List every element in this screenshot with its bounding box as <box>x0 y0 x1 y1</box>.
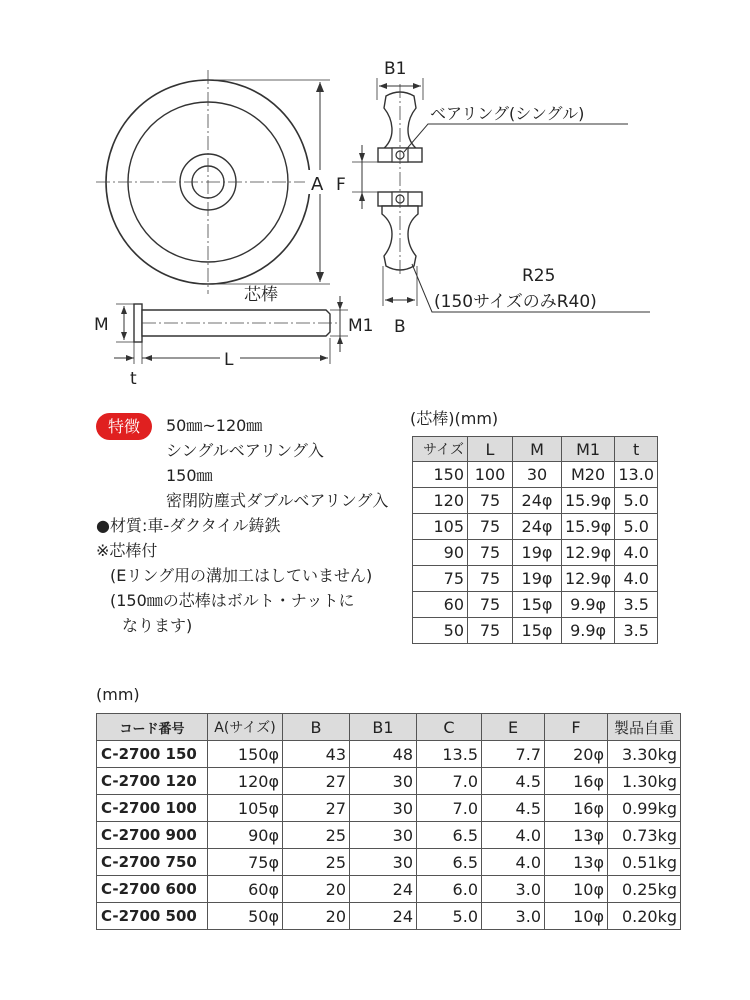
r40-label: (150サイズのみR40) <box>434 292 597 312</box>
radius-callout <box>412 264 650 312</box>
table-cell: 3.5 <box>615 618 658 644</box>
dim-m-label: M <box>94 315 109 335</box>
bearing-callout <box>404 104 628 152</box>
table-cell: 5.0 <box>417 903 482 930</box>
technical-drawing <box>0 0 750 400</box>
table-cell: 7.7 <box>482 741 545 768</box>
table-cell: 0.73kg <box>608 822 681 849</box>
note-line-1: ※芯棒付 <box>96 541 158 560</box>
column-header: A(サイズ) <box>208 714 283 741</box>
dim-m1-label: M1 <box>348 316 374 336</box>
table-cell: 4.5 <box>482 795 545 822</box>
table-cell: 13φ <box>545 849 608 876</box>
table-cell: 0.25kg <box>608 876 681 903</box>
table-row <box>97 741 681 768</box>
table-cell: 15.9φ <box>562 514 615 540</box>
table-cell: 75 <box>413 566 468 592</box>
table-row <box>97 903 681 930</box>
product-code: C-2700 750 <box>97 849 208 876</box>
core-shaft-label: 芯棒 <box>244 285 278 305</box>
table-cell: 150 <box>413 462 468 488</box>
table-cell: 3.5 <box>615 592 658 618</box>
table-cell: 75 <box>468 514 513 540</box>
column-header: サイズ <box>413 437 468 462</box>
column-header: M1 <box>562 437 615 462</box>
dim-b-label: B <box>394 317 406 337</box>
table-cell: 13φ <box>545 822 608 849</box>
table-cell: 4.0 <box>615 566 658 592</box>
table-cell: 3.30kg <box>608 741 681 768</box>
table-row <box>413 514 658 540</box>
feature-line-3: 150㎜ <box>166 466 213 485</box>
table-cell: 120 <box>413 488 468 514</box>
table-cell: 30 <box>350 849 417 876</box>
table-row <box>413 566 658 592</box>
table-cell: 150φ <box>208 741 283 768</box>
table-cell: 60 <box>413 592 468 618</box>
dim-f-label: F <box>336 175 346 195</box>
table-row <box>97 822 681 849</box>
table-cell: 43 <box>283 741 350 768</box>
table-cell: 16φ <box>545 795 608 822</box>
table-cell: 90 <box>413 540 468 566</box>
product-code: C-2700 500 <box>97 903 208 930</box>
dim-l-label: L <box>224 350 234 370</box>
table-cell: 24 <box>350 903 417 930</box>
dim-a-label: A <box>311 174 324 195</box>
table-cell: 0.20kg <box>608 903 681 930</box>
column-header: B <box>283 714 350 741</box>
table-cell: 6.5 <box>417 849 482 876</box>
table-cell: 75 <box>468 618 513 644</box>
bearing-label: ベアリング(シングル) <box>430 104 585 123</box>
column-header: M <box>513 437 562 462</box>
dimension-f <box>336 145 380 209</box>
table-cell: 120φ <box>208 768 283 795</box>
table-cell: 75 <box>468 540 513 566</box>
product-code: C-2700 600 <box>97 876 208 903</box>
table-cell: 30 <box>513 462 562 488</box>
table-row <box>413 592 658 618</box>
product-code: C-2700 120 <box>97 768 208 795</box>
core-shaft-view <box>94 285 373 389</box>
wheel-side-view <box>378 84 422 276</box>
material-line: ●材質:車-ダクタイル鋳鉄 <box>96 516 281 535</box>
table-cell: 75 <box>468 566 513 592</box>
column-header: コード番号 <box>97 714 208 741</box>
main-table-caption: (mm) <box>96 685 140 704</box>
feature-line-2: シングルベアリング入 <box>166 441 324 460</box>
table-row <box>97 795 681 822</box>
table-cell: 4.0 <box>482 849 545 876</box>
table-cell: 3.0 <box>482 876 545 903</box>
table-cell: 100 <box>468 462 513 488</box>
table-cell: 60φ <box>208 876 283 903</box>
table-cell: 75 <box>468 592 513 618</box>
table-cell: 4.0 <box>615 540 658 566</box>
column-header: E <box>482 714 545 741</box>
feature-line-1: 50㎜~120㎜ <box>166 416 263 435</box>
table-cell: M20 <box>562 462 615 488</box>
table-cell: 10φ <box>545 903 608 930</box>
table-cell: 90φ <box>208 822 283 849</box>
table-row <box>413 540 658 566</box>
table-cell: 27 <box>283 768 350 795</box>
table-cell: 9.9φ <box>562 618 615 644</box>
table-row <box>97 849 681 876</box>
table-cell: 24 <box>350 876 417 903</box>
table-cell: 13.0 <box>615 462 658 488</box>
table-cell: 19φ <box>513 540 562 566</box>
table-cell: 105φ <box>208 795 283 822</box>
table-cell: 7.0 <box>417 768 482 795</box>
table-cell: 15φ <box>513 592 562 618</box>
table-cell: 75 <box>468 488 513 514</box>
table-cell: 30 <box>350 822 417 849</box>
table-cell: 0.51kg <box>608 849 681 876</box>
table-header-row <box>413 437 658 462</box>
table-row <box>97 876 681 903</box>
table-cell: 4.5 <box>482 768 545 795</box>
table-cell: 9.9φ <box>562 592 615 618</box>
table-cell: 75φ <box>208 849 283 876</box>
r25-label: R25 <box>522 266 556 286</box>
column-header: F <box>545 714 608 741</box>
table-cell: 27 <box>283 795 350 822</box>
table-cell: 15φ <box>513 618 562 644</box>
table-cell: 12.9φ <box>562 540 615 566</box>
table-cell: 4.0 <box>482 822 545 849</box>
table-cell: 5.0 <box>615 488 658 514</box>
dimension-b <box>383 266 417 337</box>
product-spec-table <box>96 713 681 930</box>
table-cell: 50φ <box>208 903 283 930</box>
table-cell: 30 <box>350 795 417 822</box>
table-row <box>413 618 658 644</box>
table-cell: 5.0 <box>615 514 658 540</box>
dim-t-label: t <box>130 369 137 389</box>
product-code: C-2700 150 <box>97 741 208 768</box>
product-code: C-2700 900 <box>97 822 208 849</box>
table-cell: 30 <box>350 768 417 795</box>
note-line-2: (Eリング用の溝加工はしていません) <box>110 566 373 585</box>
column-header: 製品自重 <box>608 714 681 741</box>
table-cell: 20 <box>283 903 350 930</box>
table-cell: 24φ <box>513 488 562 514</box>
note-line-4: なります) <box>122 616 193 635</box>
table-cell: 7.0 <box>417 795 482 822</box>
table-cell: 20 <box>283 876 350 903</box>
table-cell: 12.9φ <box>562 566 615 592</box>
column-header: C <box>417 714 482 741</box>
column-header: B1 <box>350 714 417 741</box>
column-header: t <box>615 437 658 462</box>
core-shaft-table <box>412 436 658 644</box>
table-row <box>413 462 658 488</box>
column-header: L <box>468 437 513 462</box>
wheel-front-view <box>96 70 320 294</box>
table-row <box>97 768 681 795</box>
table-cell: 50 <box>413 618 468 644</box>
dim-b1-label: B1 <box>384 59 407 79</box>
table-cell: 48 <box>350 741 417 768</box>
table-cell: 25 <box>283 849 350 876</box>
table-cell: 0.99kg <box>608 795 681 822</box>
table-cell: 10φ <box>545 876 608 903</box>
table-cell: 19φ <box>513 566 562 592</box>
table-cell: 6.0 <box>417 876 482 903</box>
table-cell: 24φ <box>513 514 562 540</box>
table-cell: 6.5 <box>417 822 482 849</box>
table-cell: 1.30kg <box>608 768 681 795</box>
table-cell: 3.0 <box>482 903 545 930</box>
table-cell: 20φ <box>545 741 608 768</box>
note-line-3: (150㎜の芯棒はボルト・ナットに <box>110 591 355 610</box>
table-cell: 105 <box>413 514 468 540</box>
table-row <box>413 488 658 514</box>
product-code: C-2700 100 <box>97 795 208 822</box>
core-table-caption: (芯棒)(mm) <box>410 409 499 428</box>
table-cell: 15.9φ <box>562 488 615 514</box>
feature-line-4: 密閉防塵式ダブルベアリング入 <box>166 491 389 510</box>
table-cell: 13.5 <box>417 741 482 768</box>
table-header-row <box>97 714 681 741</box>
table-cell: 25 <box>283 822 350 849</box>
table-cell: 16φ <box>545 768 608 795</box>
feature-badge: 特徴 <box>96 413 152 440</box>
